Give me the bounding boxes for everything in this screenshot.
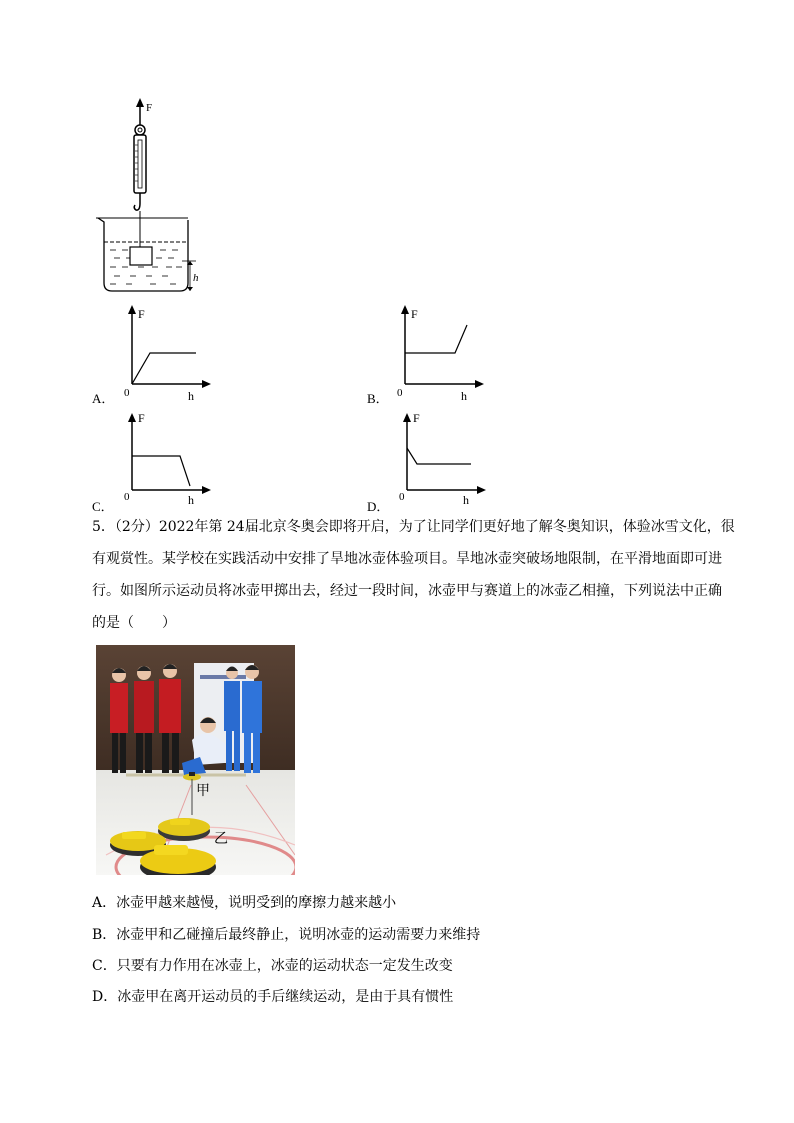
curve-d bbox=[407, 448, 471, 464]
option-a bbox=[92, 300, 222, 408]
question-line: 有观赏性。某学校在实践活动中安排了旱地冰壶体验项目。旱地冰壶突破场地限制，在平滑地面即可进 bbox=[92, 551, 722, 567]
question-line: 行。如图所示运动员将冰壶甲掷出去，经过一段时间，冰壶甲与赛道上的冰壶乙相撞，下列说法中正确 bbox=[92, 583, 722, 599]
curling-photo bbox=[96, 645, 295, 875]
svg-text:F: F bbox=[413, 411, 420, 425]
option-b bbox=[367, 300, 497, 408]
svg-text:F: F bbox=[138, 411, 145, 425]
question-line: 5．（2分）2022年第 24届北京冬奥会即将开启，为了让同学们更好地了解冬奥知识，体验冰雪文化，很 bbox=[92, 519, 735, 535]
answer-b: B．冰壶甲和乙碰撞后最终静止，说明冰壶的运动需要力来维持 bbox=[92, 927, 481, 943]
label-yi: 乙 bbox=[214, 832, 228, 847]
svg-text:0: 0 bbox=[399, 491, 405, 503]
answer-c: C．只要有力作用在冰壶上，冰壶的运动状态一定发生改变 bbox=[92, 958, 453, 974]
curve-a bbox=[132, 353, 196, 384]
option-letter: B． bbox=[367, 391, 389, 406]
graph-a bbox=[112, 300, 222, 408]
svg-text:F: F bbox=[411, 307, 418, 321]
option-letter: A． bbox=[92, 391, 115, 406]
svg-text:h: h bbox=[463, 493, 469, 507]
svg-text:0: 0 bbox=[124, 491, 130, 503]
graph-c bbox=[112, 408, 222, 516]
svg-text:0: 0 bbox=[397, 387, 403, 399]
svg-text:h: h bbox=[188, 493, 194, 507]
curve-c bbox=[132, 456, 190, 486]
graph-d bbox=[387, 408, 497, 516]
svg-text:h: h bbox=[188, 389, 194, 403]
option-letter: C． bbox=[92, 499, 114, 514]
curve-b bbox=[405, 325, 467, 353]
svg-text:0: 0 bbox=[124, 387, 130, 399]
svg-text:F: F bbox=[138, 307, 145, 321]
question-line: 的是（ ） bbox=[92, 615, 176, 631]
option-letter: D． bbox=[367, 499, 390, 514]
height-label: h bbox=[193, 272, 199, 284]
label-jia: 甲 bbox=[196, 784, 210, 799]
question-5 bbox=[92, 511, 735, 639]
answer-a: A．冰壶甲越来越慢，说明受到的摩擦力越来越小 bbox=[92, 895, 397, 911]
option-c bbox=[92, 408, 222, 516]
graph-b bbox=[387, 300, 497, 408]
option-d bbox=[367, 408, 497, 516]
svg-text:h: h bbox=[461, 389, 467, 403]
answer-d: D．冰壶甲在离开运动员的手后继续运动，是由于具有惯性 bbox=[92, 989, 454, 1005]
spring-scale-beaker-diagram bbox=[90, 95, 210, 300]
force-label: F bbox=[146, 102, 153, 114]
